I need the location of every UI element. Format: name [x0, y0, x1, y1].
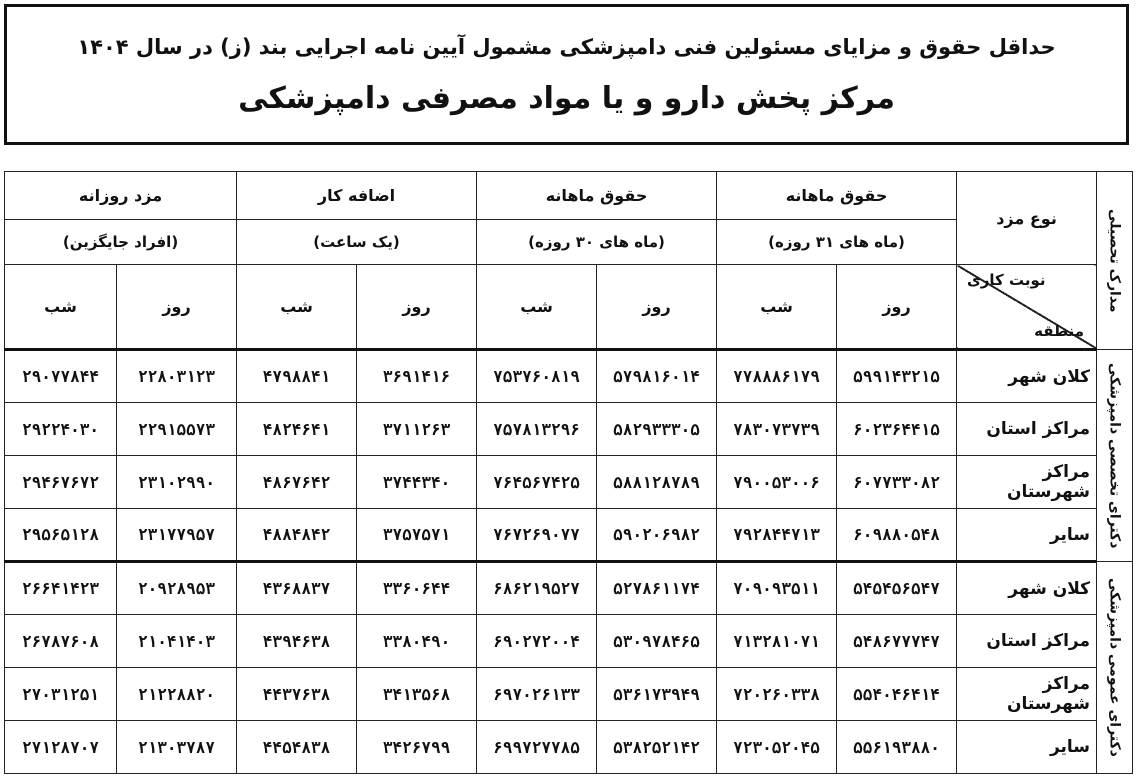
- night-header: شب: [5, 265, 117, 350]
- value-cell: ۴۷۹۸۸۴۱: [237, 350, 357, 403]
- value-cell: ۵۳۸۲۵۲۱۴۲: [597, 721, 717, 774]
- value-cell: ۵۳۰۹۷۸۴۶۵: [597, 615, 717, 668]
- value-cell: ۵۹۰۲۰۶۹۸۲: [597, 509, 717, 562]
- day-header: روز: [597, 265, 717, 350]
- page-title: مرکز پخش دارو و یا مواد مصرفی دامپزشکی: [238, 81, 895, 116]
- monthly30-sub: (ماه های ۳۰ روزه): [477, 220, 717, 265]
- value-cell: ۵۴۵۴۵۶۵۴۷: [837, 562, 957, 615]
- section-label: دکترای عمومی دامپزشکی: [1097, 562, 1133, 774]
- value-cell: ۵۵۴۰۴۶۴۱۴: [837, 668, 957, 721]
- daily-sub: (افراد جایگزین): [5, 220, 237, 265]
- value-cell: ۲۷۰۳۱۲۵۱: [5, 668, 117, 721]
- value-cell: ۷۲۰۲۶۰۳۳۸: [717, 668, 837, 721]
- page-subtitle: حداقل حقوق و مزایای مسئولین فنی دامپزشکی مشمول آیین نامه اجرایی بند (ز) در سال ۱۴۰۴: [77, 35, 1056, 59]
- value-cell: ۵۹۹۱۴۳۲۱۵: [837, 350, 957, 403]
- value-cell: ۳۷۵۷۵۷۱: [357, 509, 477, 562]
- section-label: دکترای تخصصی دامپزشکی: [1097, 350, 1133, 562]
- value-cell: ۵۵۶۱۹۳۸۸۰: [837, 721, 957, 774]
- value-cell: ۲۹۲۲۴۰۳۰: [5, 403, 117, 456]
- monthly30-header: حقوق ماهانه: [477, 172, 717, 220]
- value-cell: ۲۱۲۲۸۸۲۰: [117, 668, 237, 721]
- day-header: روز: [117, 265, 237, 350]
- value-cell: ۲۱۳۰۳۷۸۷: [117, 721, 237, 774]
- region-cell: مراکز استان: [957, 403, 1097, 456]
- value-cell: ۳۷۴۴۳۴۰: [357, 456, 477, 509]
- overtime-header: اضافه کار: [237, 172, 477, 220]
- value-cell: ۴۸۲۴۶۴۱: [237, 403, 357, 456]
- value-cell: ۵۲۷۸۶۱۱۷۴: [597, 562, 717, 615]
- value-cell: ۲۳۱۷۷۹۵۷: [117, 509, 237, 562]
- value-cell: ۳۷۱۱۲۶۳: [357, 403, 477, 456]
- value-cell: ۲۲۹۱۵۵۷۳: [117, 403, 237, 456]
- value-cell: ۲۰۹۲۸۹۵۳: [117, 562, 237, 615]
- region-cell: مراکز استان: [957, 615, 1097, 668]
- value-cell: ۷۵۷۸۱۳۲۹۶: [477, 403, 597, 456]
- value-cell: ۳۶۹۱۴۱۶: [357, 350, 477, 403]
- value-cell: ۳۳۸۰۴۹۰: [357, 615, 477, 668]
- value-cell: ۶۰۹۸۸۰۵۴۸: [837, 509, 957, 562]
- value-cell: ۷۱۳۲۸۱۰۷۱: [717, 615, 837, 668]
- title-box: [4, 4, 1129, 145]
- value-cell: ۴۳۹۴۶۳۸: [237, 615, 357, 668]
- shift-region-header: [957, 265, 1097, 350]
- value-cell: ۶۸۶۲۱۹۵۲۷: [477, 562, 597, 615]
- region-cell: مراکز شهرستان: [957, 456, 1097, 509]
- value-cell: ۲۹۰۷۷۸۴۴: [5, 350, 117, 403]
- value-cell: ۵۸۸۱۲۸۷۸۹: [597, 456, 717, 509]
- value-cell: ۶۰۲۳۶۴۴۱۵: [837, 403, 957, 456]
- value-cell: ۲۷۱۲۸۷۰۷: [5, 721, 117, 774]
- value-cell: ۲۶۶۴۱۴۲۳: [5, 562, 117, 615]
- value-cell: ۷۷۸۸۸۶۱۷۹: [717, 350, 837, 403]
- value-cell: ۲۳۱۰۲۹۹۰: [117, 456, 237, 509]
- region-cell: سایر: [957, 509, 1097, 562]
- value-cell: ۵۳۶۱۷۳۹۴۹: [597, 668, 717, 721]
- value-cell: ۷۹۲۸۴۴۷۱۳: [717, 509, 837, 562]
- region-cell: سایر: [957, 721, 1097, 774]
- value-cell: ۷۵۳۷۶۰۸۱۹: [477, 350, 597, 403]
- region-label: منطقه: [1034, 322, 1085, 340]
- value-cell: ۲۹۵۶۵۱۲۸: [5, 509, 117, 562]
- value-cell: ۲۹۴۶۷۶۷۲: [5, 456, 117, 509]
- value-cell: ۶۹۰۲۷۲۰۰۴: [477, 615, 597, 668]
- night-header: شب: [237, 265, 357, 350]
- value-cell: ۲۶۷۸۷۶۰۸: [5, 615, 117, 668]
- value-cell: ۲۲۸۰۳۱۲۳: [117, 350, 237, 403]
- value-cell: ۶۹۹۷۲۷۷۸۵: [477, 721, 597, 774]
- value-cell: ۳۴۱۳۵۶۸: [357, 668, 477, 721]
- monthly31-header: حقوق ماهانه: [717, 172, 957, 220]
- overtime-sub: (یک ساعت): [237, 220, 477, 265]
- daily-header: مزد روزانه: [5, 172, 237, 220]
- value-cell: ۷۰۹۰۹۳۵۱۱: [717, 562, 837, 615]
- day-header: روز: [357, 265, 477, 350]
- salary-table: [4, 171, 1133, 774]
- value-cell: ۳۳۶۰۶۴۴: [357, 562, 477, 615]
- wage-type-header: نوع مزد: [957, 172, 1097, 265]
- value-cell: ۷۲۳۰۵۲۰۴۵: [717, 721, 837, 774]
- value-cell: ۳۴۲۶۷۹۹: [357, 721, 477, 774]
- value-cell: ۴۸۸۴۸۴۲: [237, 509, 357, 562]
- value-cell: ۷۶۷۲۶۹۰۷۷: [477, 509, 597, 562]
- value-cell: ۲۱۰۴۱۴۰۳: [117, 615, 237, 668]
- monthly31-sub: (ماه های ۳۱ روزه): [717, 220, 957, 265]
- value-cell: ۷۸۳۰۷۳۷۳۹: [717, 403, 837, 456]
- region-cell: کلان شهر: [957, 562, 1097, 615]
- value-cell: ۵۸۲۹۳۳۳۰۵: [597, 403, 717, 456]
- day-header: روز: [837, 265, 957, 350]
- night-header: شب: [717, 265, 837, 350]
- value-cell: ۷۶۴۵۶۷۴۲۵: [477, 456, 597, 509]
- value-cell: ۷۹۰۰۵۳۰۰۶: [717, 456, 837, 509]
- value-cell: ۵۷۹۸۱۶۰۱۴: [597, 350, 717, 403]
- value-cell: ۴۴۳۷۶۳۸: [237, 668, 357, 721]
- region-cell: کلان شهر: [957, 350, 1097, 403]
- value-cell: ۶۹۷۰۲۶۱۳۳: [477, 668, 597, 721]
- value-cell: ۴۴۵۴۸۳۸: [237, 721, 357, 774]
- value-cell: ۴۳۶۸۸۳۷: [237, 562, 357, 615]
- value-cell: ۶۰۷۷۳۳۰۸۲: [837, 456, 957, 509]
- night-header: شب: [477, 265, 597, 350]
- degree-header: مدارک تحصیلی: [1097, 172, 1133, 350]
- shift-label: نوبت کاری: [967, 271, 1046, 289]
- region-cell: مراکز شهرستان: [957, 668, 1097, 721]
- value-cell: ۵۴۸۶۷۷۷۴۷: [837, 615, 957, 668]
- value-cell: ۴۸۶۷۶۴۲: [237, 456, 357, 509]
